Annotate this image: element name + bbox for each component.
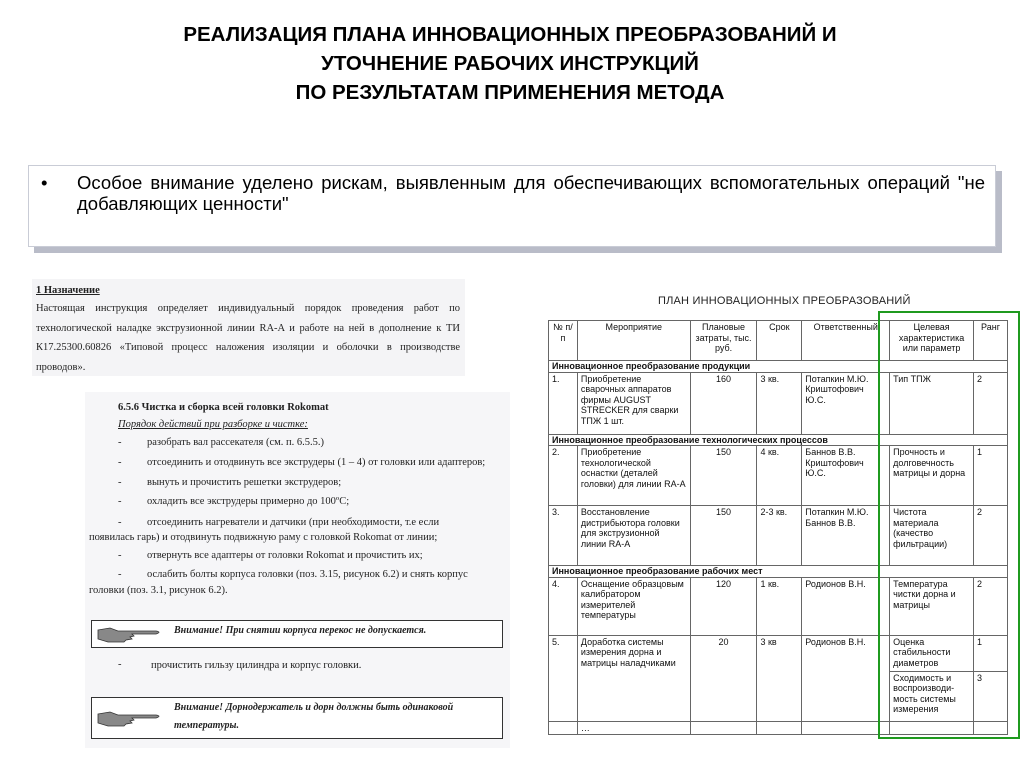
bullet-box: [28, 165, 996, 247]
dash-mark: -: [118, 517, 122, 528]
cell-term: 4 кв.: [757, 446, 802, 506]
step-item: охладить все экструдеры примерно до 100ºС;: [147, 496, 350, 507]
table-row: [549, 446, 1008, 506]
header-term: Срок: [757, 321, 802, 361]
step-item: отсоединить и отодвинуть все экструдеры (1 – 4) от головки или адаптеров;: [147, 457, 486, 468]
cell-target-parameter: Тип ТПЖ: [890, 372, 974, 434]
slide-title: [90, 20, 930, 107]
cell-measure: Оснащение образцовым калибратором измерителей температуры: [577, 577, 690, 635]
cell-term: 3 кв: [757, 635, 802, 721]
cell-target-parameter: Температура чистки дорна и матрицы: [890, 577, 974, 635]
cell-cost: 150: [690, 446, 757, 506]
table-row: [549, 577, 1008, 635]
warning-text-2-line-2: температуры.: [174, 720, 239, 731]
scan-purpose-heading: 1 Назначение: [36, 285, 100, 296]
cell-target-parameter: Прочность и долговечность матрицы и дорна: [890, 446, 974, 506]
bullet-text: Особое внимание уделено рискам, выявленным для обеспечивающих вспомогательных операций "не добавляющих ценности": [77, 172, 985, 214]
step-item: разобрать вал рассекателя (см. п. 6.5.5.): [147, 437, 325, 448]
cell-rank: 1: [974, 446, 1008, 506]
step-item-continuation: головки (поз. 3.1, рисунок 6.2).: [89, 585, 228, 596]
step-item: отвернуть все адаптеры от головки Rokomat и прочистить их;: [147, 550, 423, 561]
cell-measure: Доработка системы измерения дорна и матрицы наладчиками: [577, 635, 690, 721]
cell-empty: [757, 721, 802, 735]
dash-mark: -: [118, 569, 122, 580]
cell-cost: 20: [690, 635, 757, 721]
cell-empty: [890, 721, 974, 735]
cell-ellipsis: …: [577, 721, 690, 735]
cell-rank: 2: [974, 506, 1008, 566]
step-item: прочистить гильзу цилиндра и корпус головки.: [151, 660, 362, 671]
cell-responsible: Баннов В.В. Криштофович Ю.С.: [802, 446, 890, 506]
header-responsible: Ответственный: [802, 321, 890, 361]
cell-empty: [802, 721, 890, 735]
slide-title-line-1: РЕАЛИЗАЦИЯ ПЛАНА ИННОВАЦИОННЫХ ПРЕОБРАЗОВАНИЙ И: [183, 23, 837, 46]
slide-title-line-3: ПО РЕЗУЛЬТАТАМ ПРИМЕНЕНИЯ МЕТОДА: [295, 81, 725, 104]
section-row: [549, 361, 1008, 373]
table-row: [549, 635, 1008, 671]
cell-cost: 120: [690, 577, 757, 635]
cell-number: 5.: [549, 635, 578, 721]
cell-measure: Приобретение технологической оснастки (деталей головки) для линии RA-A: [577, 446, 690, 506]
header-rank: Ранг: [974, 321, 1008, 361]
pointing-hand-icon: [96, 708, 166, 728]
cell-term: 3 кв.: [757, 372, 802, 434]
cell-rank: 2: [974, 577, 1008, 635]
bullet-mark: •: [41, 172, 48, 193]
cell-responsible: Родионов В.Н.: [802, 635, 890, 721]
cell-measure: Восстановление дистрибьютора головки для экструзионной линии RA-A: [577, 506, 690, 566]
warning-text-1: Внимание! При снятии корпуса перекос не допускается.: [174, 625, 427, 636]
cell-term: 1 кв.: [757, 577, 802, 635]
warning-text-2-line-1: Внимание! Дорнодержатель и дорн должны быть одинаковой: [174, 702, 454, 713]
dash-mark: -: [118, 659, 122, 670]
cell-target-parameter: Оценка стабильности диаметров: [890, 635, 974, 671]
table-header-row: [549, 321, 1008, 361]
dash-mark: -: [118, 477, 122, 488]
cell-cost: 160: [690, 372, 757, 434]
section-title: Инновационное преобразование продукции: [549, 361, 1008, 373]
header-cost: Плановые затраты, тыс. руб.: [690, 321, 757, 361]
innovation-plan-table: [548, 320, 1008, 735]
section-row: [549, 566, 1008, 578]
dash-mark: -: [118, 457, 122, 468]
cell-target-parameter: Сходимость и воспроизводи-мость системы измерения: [890, 671, 974, 721]
warning-box-2: [91, 697, 503, 739]
cell-rank: 1: [974, 635, 1008, 671]
cell-target-parameter: Чистота материала (качество фильтрации): [890, 506, 974, 566]
header-target-parameter: Целевая характеристика или параметр: [890, 321, 974, 361]
step-item-continuation: появилась гарь) и отодвинуть подвижную раму с головкой Rokomat от линии;: [89, 532, 438, 543]
section-title: Инновационное преобразование рабочих мест: [549, 566, 1008, 578]
step-item: отсоединить нагреватели и датчики (при необходимости, т.е если: [147, 517, 440, 528]
dash-mark: -: [118, 550, 122, 561]
cell-rank: 2: [974, 372, 1008, 434]
scan-instruction-purpose: [32, 279, 465, 376]
section-row: [549, 434, 1008, 446]
cell-number: 4.: [549, 577, 578, 635]
scan-cleaning-instruction: [85, 392, 510, 748]
cell-cost: 150: [690, 506, 757, 566]
slide-title-line-2: УТОЧНЕНИЕ РАБОЧИХ ИНСТРУКЦИЙ: [321, 52, 699, 75]
cell-number: [549, 721, 578, 735]
cell-number: 1.: [549, 372, 578, 434]
pointing-hand-icon: [96, 624, 166, 644]
header-measure: Мероприятие: [577, 321, 690, 361]
scan-cleaning-subheading: Порядок действий при разборке и чистке:: [118, 419, 308, 430]
cell-empty: [974, 721, 1008, 735]
cell-empty: [690, 721, 757, 735]
scan-cleaning-heading: 6.5.6 Чистка и сборка всей головки Rokomat: [118, 402, 329, 413]
cell-rank: 3: [974, 671, 1008, 721]
scan-purpose-paragraph: Настоящая инструкция определяет индивидуальный порядок проведения работ по технологической наладке экструзионной линии RA-A и работе на ней в дополнение к ТИ К17.25300.60826 «Типовой процесс наложения изоляции и оболочки в производстве проводов».: [36, 303, 460, 373]
cell-responsible: Родионов В.Н.: [802, 577, 890, 635]
step-item: вынуть и прочистить решетки экструдеров;: [147, 477, 342, 488]
cell-responsible: Потапкин М.Ю. Баннов В.В.: [802, 506, 890, 566]
cell-number: 3.: [549, 506, 578, 566]
header-number: № п/п: [549, 321, 578, 361]
dash-mark: -: [118, 437, 122, 448]
section-title: Инновационное преобразование технологических процессов: [549, 434, 1008, 446]
table-row: [549, 372, 1008, 434]
cell-responsible: Потапкин М.Ю. Криштофович Ю.С.: [802, 372, 890, 434]
warning-box-1: [91, 620, 503, 648]
cell-measure: Приобретение сварочных аппаратов фирмы AUGUST STRECKER для сварки ТПЖ 1 шт.: [577, 372, 690, 434]
cell-number: 2.: [549, 446, 578, 506]
plan-title: ПЛАН ИННОВАЦИОННЫХ ПРЕОБРАЗОВАНИЙ: [658, 295, 911, 307]
table-row: [549, 506, 1008, 566]
cell-term: 2-3 кв.: [757, 506, 802, 566]
step-item: ослабить болты корпуса головки (поз. 3.15, рисунок 6.2) и снять корпус: [147, 569, 468, 580]
table-row-ellipsis: [549, 721, 1008, 735]
dash-mark: -: [118, 496, 122, 507]
